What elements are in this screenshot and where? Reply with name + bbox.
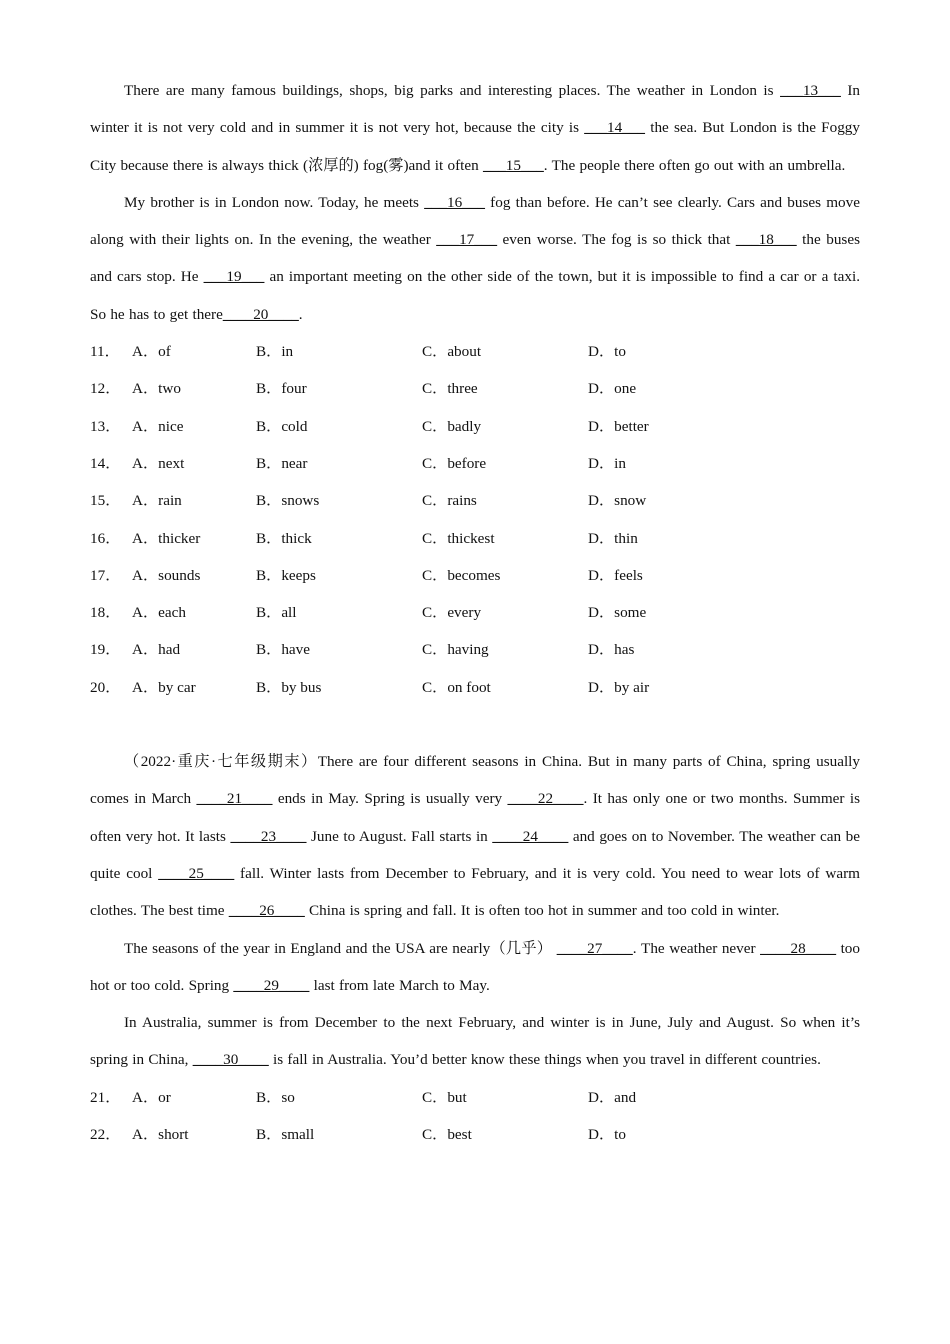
question-number: 13． <box>90 417 121 435</box>
question-row <box>90 594 860 631</box>
option-c: C．badly <box>422 417 482 435</box>
option-c: C．every <box>422 604 482 622</box>
option-a: A．of <box>132 343 171 361</box>
option-b: B．so <box>256 1088 295 1106</box>
question-number: 20． <box>90 678 121 696</box>
option-b: B．keeps <box>256 566 316 584</box>
answer-blank: ___14___ <box>584 119 645 137</box>
answer-blank: ____27____ <box>556 939 633 957</box>
option-a: A．two <box>132 380 181 398</box>
passage-text: In Australia, summer is from December to the next February, and winter is in June, July and August. So when it’s spring in China, <box>90 1014 860 1069</box>
passage-text: . <box>298 305 303 323</box>
option-d: D．to <box>588 343 626 361</box>
option-d: D．by air <box>588 678 650 696</box>
passage-text: My brother is in London now. Today, he meets <box>124 193 425 211</box>
passage2-paragraph3 <box>90 1004 860 1079</box>
question-row <box>90 445 860 482</box>
passage-text: There are many famous buildings, shops, big parks and interesting places. The weather in London is <box>124 82 781 99</box>
option-c: C．three <box>422 380 478 398</box>
option-c: C．before <box>422 454 487 472</box>
passage-text: . The weather never <box>632 939 761 957</box>
option-c: C．best <box>422 1126 472 1144</box>
option-a: A．nice <box>132 417 184 435</box>
question-row <box>90 1116 860 1153</box>
answer-blank: ____25____ <box>158 864 235 882</box>
option-a: A．rain <box>132 492 182 510</box>
passage2-paragraph1 <box>90 743 860 929</box>
answer-blank: ____30____ <box>192 1051 269 1069</box>
passage-text: the sea. But London is the Foggy City because there is always thick (浓厚的) fog(雾)and it often <box>90 119 860 174</box>
option-b: B．near <box>256 454 308 472</box>
passage-text: . The people there often go out with an umbrella. <box>543 156 846 174</box>
answer-blank: ____22____ <box>507 790 584 808</box>
question-number: 12． <box>90 380 121 398</box>
question-row <box>90 1079 860 1116</box>
option-c: C．but <box>422 1088 467 1106</box>
answer-blank: ____23____ <box>230 827 307 845</box>
option-c: C．becomes <box>422 566 501 584</box>
passage1-paragraph1 <box>90 72 860 184</box>
question-list-1 <box>90 333 860 706</box>
passage-text: too hot or too cold. Spring <box>90 939 860 994</box>
answer-blank: ___15___ <box>483 156 544 174</box>
passage-text: the buses and cars stop. He <box>90 231 860 286</box>
passage-text: last from late March to May. <box>309 976 490 994</box>
passage-text: fog than before. He can’t see clearly. Cars and buses move along with their lights on. In the evening, the weather <box>90 193 860 249</box>
option-c: C．having <box>422 641 489 659</box>
question-number: 16． <box>90 529 121 547</box>
passage2-paragraph2 <box>90 930 860 1005</box>
answer-blank: ___17___ <box>436 231 498 249</box>
passage-text: In winter it is not very cold and in summer it is not very hot, because the city is <box>90 82 860 137</box>
question-row <box>90 482 860 519</box>
option-d: D．better <box>588 417 649 435</box>
question-row <box>90 520 860 557</box>
option-d: D．to <box>588 1126 626 1144</box>
option-b: B．four <box>256 380 307 398</box>
question-list-2 <box>90 1079 860 1154</box>
passage-text: China is spring and fall. It is often too hot in summer and too cold in winter. <box>304 902 780 920</box>
option-d: D．one <box>588 380 637 398</box>
option-a: A．by car <box>132 678 196 696</box>
option-d: D．some <box>588 604 647 622</box>
passage-text: fall. Winter lasts from December to February, and it is very cold. You need to wear lots of warm clothes. The best time <box>90 864 860 920</box>
answer-blank: ___19___ <box>203 268 265 286</box>
passage-text: June to August. Fall starts in <box>306 827 493 845</box>
option-b: B．thick <box>256 529 312 547</box>
answer-blank: ___18___ <box>735 231 797 249</box>
passage1-paragraph2 <box>90 184 860 333</box>
option-d: D．thin <box>588 529 638 547</box>
option-b: B．all <box>256 604 297 622</box>
question-row <box>90 669 860 706</box>
answer-blank: ____29____ <box>233 976 310 994</box>
passage-text: . It has only one or two months. Summer is often very hot. It lasts <box>90 790 861 845</box>
option-b: B．snows <box>256 492 320 510</box>
option-c: C．about <box>422 343 482 361</box>
option-b: B．by bus <box>256 678 322 696</box>
question-row <box>90 408 860 445</box>
answer-blank: ___13___ <box>780 82 841 99</box>
question-row <box>90 557 860 594</box>
option-a: A．sounds <box>132 566 201 584</box>
section-gap <box>90 706 860 743</box>
option-d: D．feels <box>588 566 643 584</box>
question-number: 18． <box>90 604 121 622</box>
option-d: D．and <box>588 1088 637 1106</box>
passage-text: is fall in Australia. You’d better know these things when you travel in different countries. <box>268 1051 821 1069</box>
worksheet-page <box>90 72 860 1153</box>
answer-blank: ____26____ <box>228 902 305 920</box>
answer-blank: ____24____ <box>492 827 569 845</box>
passage-text: （2022·重庆·七年级期末）There are four different seasons in China. But in many parts of China, spring usually comes in March <box>90 753 860 808</box>
option-d: D．has <box>588 641 635 659</box>
question-row <box>90 333 860 370</box>
question-row <box>90 631 860 668</box>
question-number: 11． <box>90 343 120 361</box>
option-b: B．cold <box>256 417 308 435</box>
passage-text: The seasons of the year in England and the USA are nearly（几乎） <box>124 939 557 957</box>
passage-text: ends in May. Spring is usually very <box>272 790 508 808</box>
option-a: A．or <box>132 1088 171 1106</box>
option-d: D．in <box>588 454 626 472</box>
option-c: C．rains <box>422 492 477 510</box>
passage-text: and goes on to November. The weather can be quite cool <box>90 827 860 882</box>
question-number: 15． <box>90 492 121 510</box>
question-number: 22． <box>90 1126 121 1144</box>
option-b: B．in <box>256 343 294 361</box>
question-number: 19． <box>90 641 121 659</box>
option-c: C．on foot <box>422 678 491 696</box>
option-d: D．snow <box>588 492 647 510</box>
passage-text: an important meeting on the other side of the town, but it is impossible to find a car or a taxi. So he has to get there <box>90 268 860 323</box>
option-a: A．next <box>132 454 185 472</box>
answer-blank: ____21____ <box>196 790 273 808</box>
option-b: B．small <box>256 1126 315 1144</box>
option-a: A．thicker <box>132 529 201 547</box>
question-number: 17． <box>90 566 121 584</box>
option-a: A．short <box>132 1126 189 1144</box>
passage-text: even worse. The fog is so thick that <box>497 231 736 249</box>
option-c: C．thickest <box>422 529 495 547</box>
option-a: A．each <box>132 604 186 622</box>
answer-blank: ____28____ <box>760 939 837 957</box>
question-number: 21． <box>90 1088 121 1106</box>
answer-blank: ____20____ <box>222 305 299 323</box>
question-number: 14． <box>90 454 121 472</box>
answer-blank: ___16___ <box>424 193 485 211</box>
question-row <box>90 370 860 407</box>
option-b: B．have <box>256 641 310 659</box>
option-a: A．had <box>132 641 181 659</box>
